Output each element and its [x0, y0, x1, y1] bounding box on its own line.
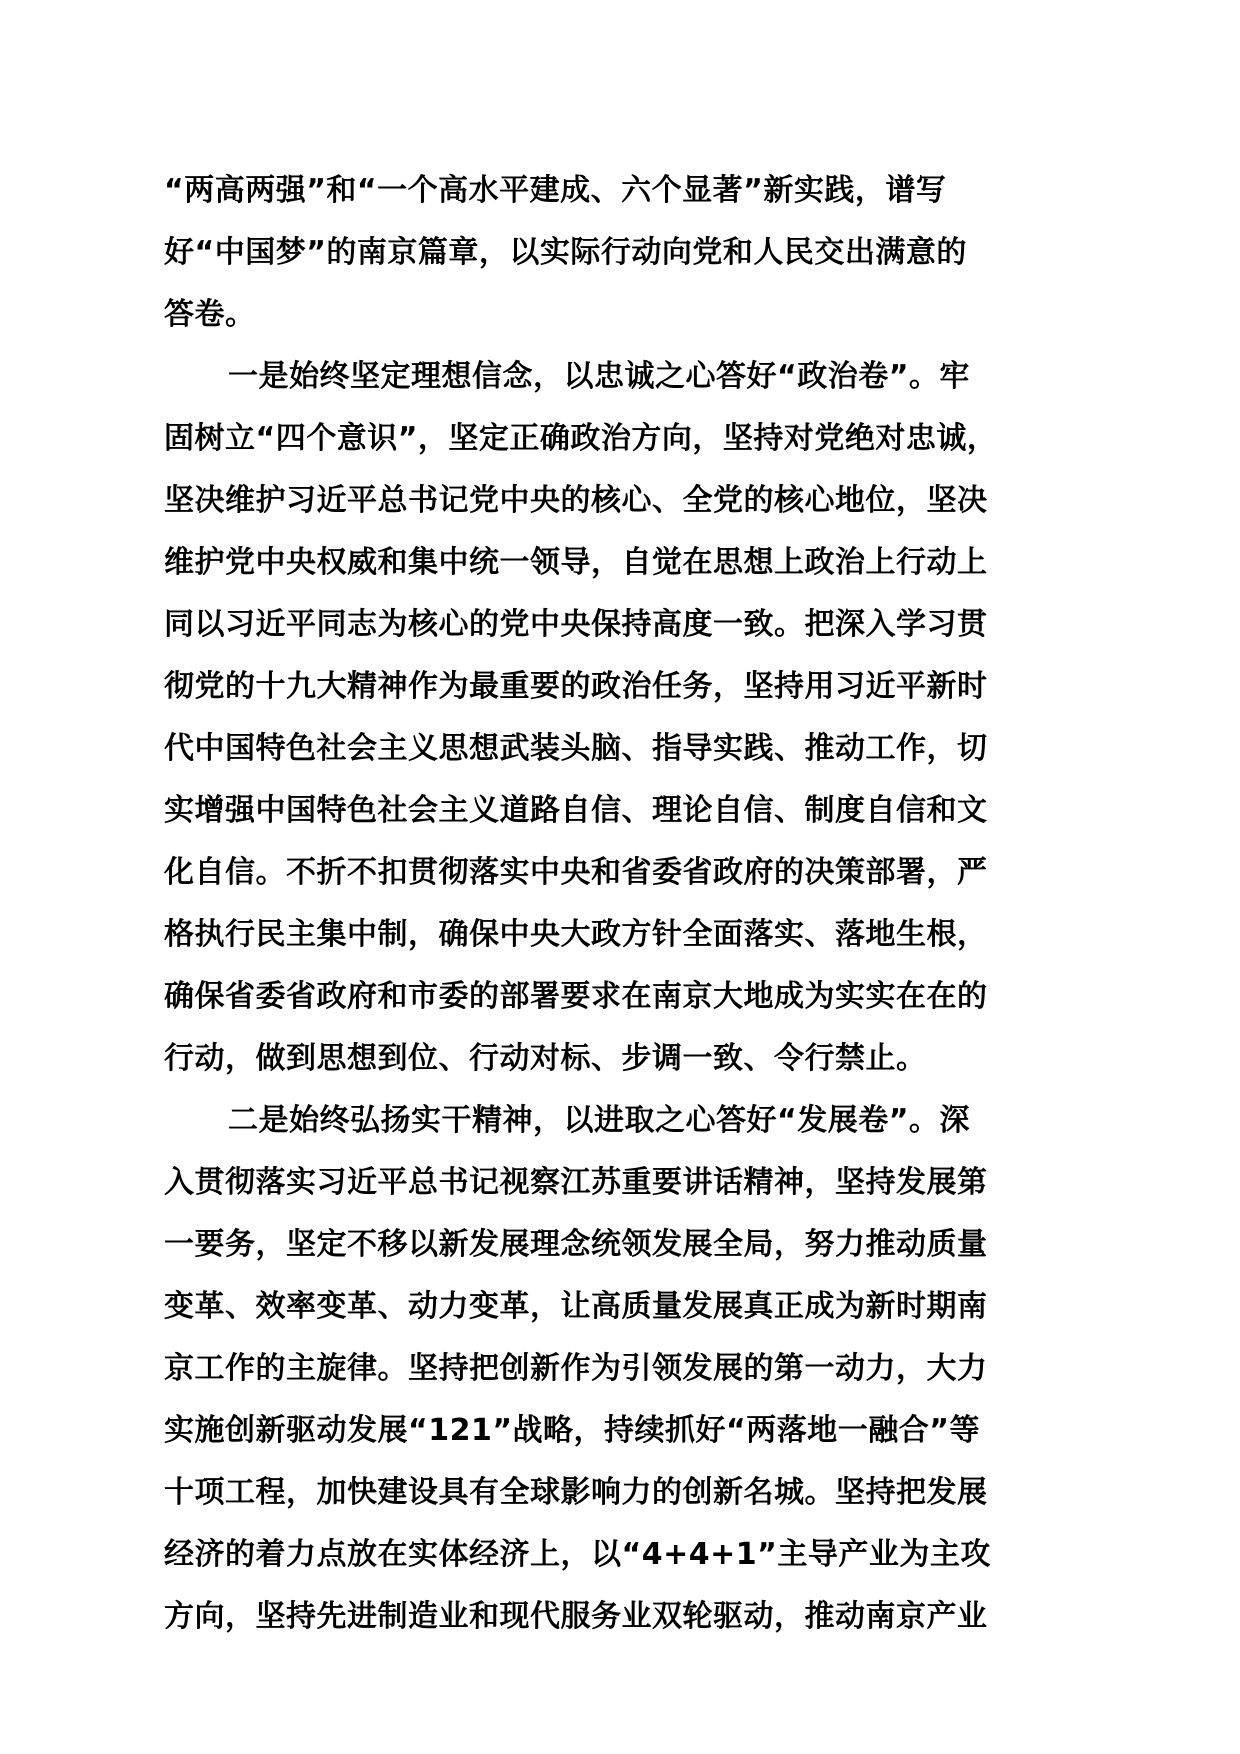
- text-line: 坚决维护习近平总书记党中央的核心、全党的核心地位，坚决: [164, 483, 988, 518]
- text-line: 确保省委省政府和市委的部署要求在南京大地成为实实在在的: [164, 979, 988, 1014]
- text-line: 变革、效率变革、动力变革，让高质量发展真正成为新时期南: [164, 1289, 988, 1324]
- text-line: 方向，坚持先进制造业和现代服务业双轮驱动，推动南京产业: [164, 1599, 988, 1634]
- text-line: 同以习近平同志为核心的党中央保持高度一致。把深入学习贯: [164, 607, 988, 642]
- text-line: 实增强中国特色社会主义道路自信、理论自信、制度自信和文: [164, 793, 988, 828]
- paragraph-heading-line: 一是始终坚定理想信念，以忠诚之心答好“政治卷”。牢: [228, 359, 970, 394]
- text-line: 固树立“四个意识”，坚定正确政治方向，坚持对党绝对忠诚，: [164, 421, 998, 456]
- text-line: 经济的着力点放在实体经济上，以“4+4+1”主导产业为主攻: [164, 1537, 991, 1572]
- text-line: 十项工程，加快建设具有全球影响力的创新名城。坚持把发展: [164, 1475, 988, 1510]
- text-line: 彻党的十九大精神作为最重要的政治任务，坚持用习近平新时: [164, 669, 988, 704]
- text-line: 维护党中央权威和集中统一领导，自觉在思想上政治上行动上: [164, 545, 988, 580]
- text-line: 格执行民主集中制，确保中央大政方针全面落实、落地生根，: [164, 917, 988, 952]
- text-line: 代中国特色社会主义思想武装头脑、指导实践、推动工作，切: [164, 731, 988, 766]
- paragraph-heading-line: 二是始终弘扬实干精神，以进取之心答好“发展卷”。深: [228, 1103, 970, 1138]
- text-line: 一要务，坚定不移以新发展理念统领发展全局，努力推动质量: [164, 1227, 988, 1262]
- text-line: “两高两强”和“一个高水平建成、六个显著”新实践，谱写: [164, 173, 947, 208]
- text-line: 京工作的主旋律。坚持把创新作为引领发展的第一动力，大力: [164, 1351, 988, 1386]
- text-line: 化自信。不折不扣贯彻落实中央和省委省政府的决策部署，严: [164, 855, 988, 890]
- text-line: 行动，做到思想到位、行动对标、步调一致、令行禁止。: [164, 1041, 927, 1076]
- text-line: 答卷。: [164, 297, 256, 332]
- text-line: 好“中国梦”的南京篇章，以实际行动向党和人民交出满意的: [164, 235, 967, 270]
- text-line: 入贯彻落实习近平总书记视察江苏重要讲话精神，坚持发展第: [164, 1165, 988, 1200]
- document-body: [164, 160, 1084, 1648]
- text-line: 实施创新驱动发展“121”战略，持续抓好“两落地一融合”等: [164, 1413, 980, 1448]
